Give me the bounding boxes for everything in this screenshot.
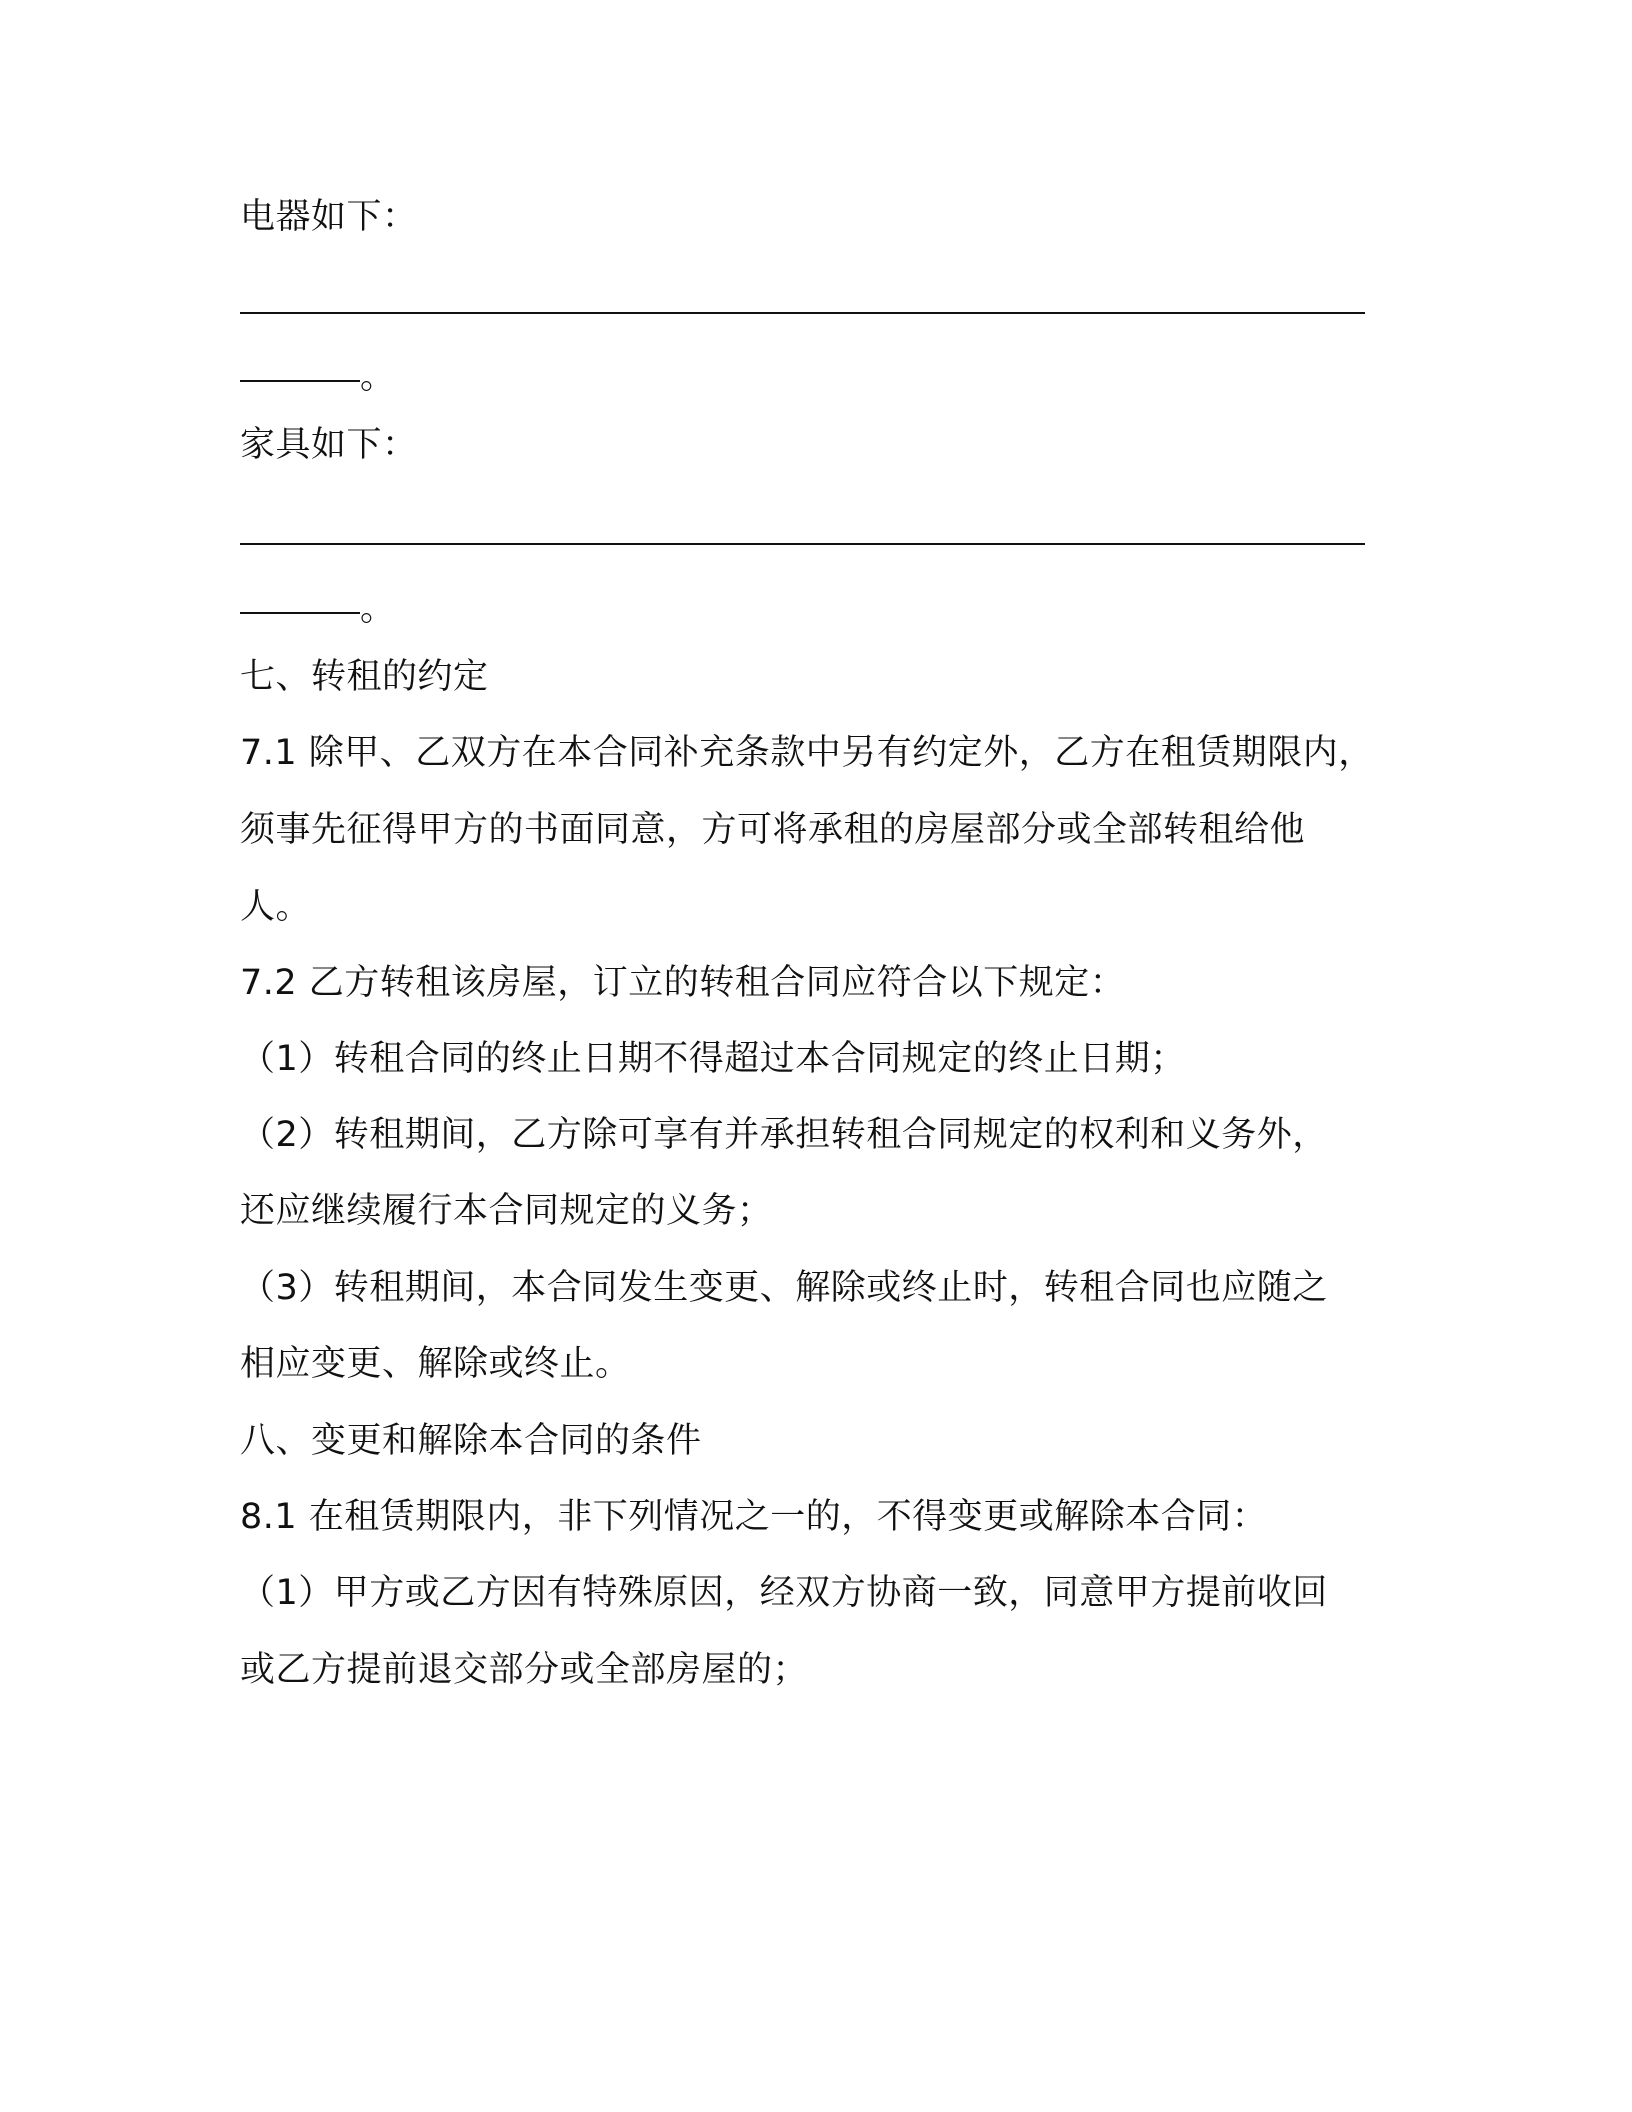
appliances-period: 。 [360,357,396,397]
section-7-heading: 七、转租的约定 [240,657,489,697]
clause-7-2-item-2-line-1: （2）转租期间，乙方除可享有并承担转租合同规定的权利和义务外， [240,1115,1328,1155]
clause-7-2: 7.2 乙方转租该房屋，订立的转租合同应符合以下规定： [240,963,1126,1003]
clause-7-1-line-3: 人。 [240,887,312,927]
appliances-blank-line [240,312,1365,314]
furniture-blank-end [240,589,396,632]
furniture-blank-short [240,612,360,614]
clause-7-1-line-1: 7.1 除甲、乙双方在本合同补充条款中另有约定外，乙方在租赁期限内， [240,733,1374,773]
furniture-label: 家具如下： [240,425,418,465]
clause-7-2-item-2-line-2: 还应继续履行本合同规定的义务； [240,1191,773,1231]
clause-7-2-item-1: （1）转租合同的终止日期不得超过本合同规定的终止日期； [240,1039,1186,1079]
furniture-period: 。 [360,589,396,629]
clause-8-1-item-1-line-1: （1）甲方或乙方因有特殊原因，经双方协商一致，同意甲方提前收回 [240,1573,1328,1613]
clause-7-2-item-3-line-1: （3）转租期间，本合同发生变更、解除或终止时，转租合同也应随之 [240,1268,1328,1308]
appliances-blank-end [240,357,396,400]
section-8-heading: 八、变更和解除本合同的条件 [240,1421,702,1461]
clause-7-1-line-2: 须事先征得甲方的书面同意，方可将承租的房屋部分或全部转租给他 [240,810,1306,850]
clause-7-2-item-3-line-2: 相应变更、解除或终止。 [240,1344,631,1384]
appliances-label: 电器如下： [240,197,418,237]
clause-8-1-item-1-line-2: 或乙方提前退交部分或全部房屋的； [240,1650,809,1690]
furniture-blank-line [240,543,1365,545]
appliances-blank-short [240,380,360,382]
clause-8-1: 8.1 在租赁期限内，非下列情况之一的，不得变更或解除本合同： [240,1497,1268,1537]
